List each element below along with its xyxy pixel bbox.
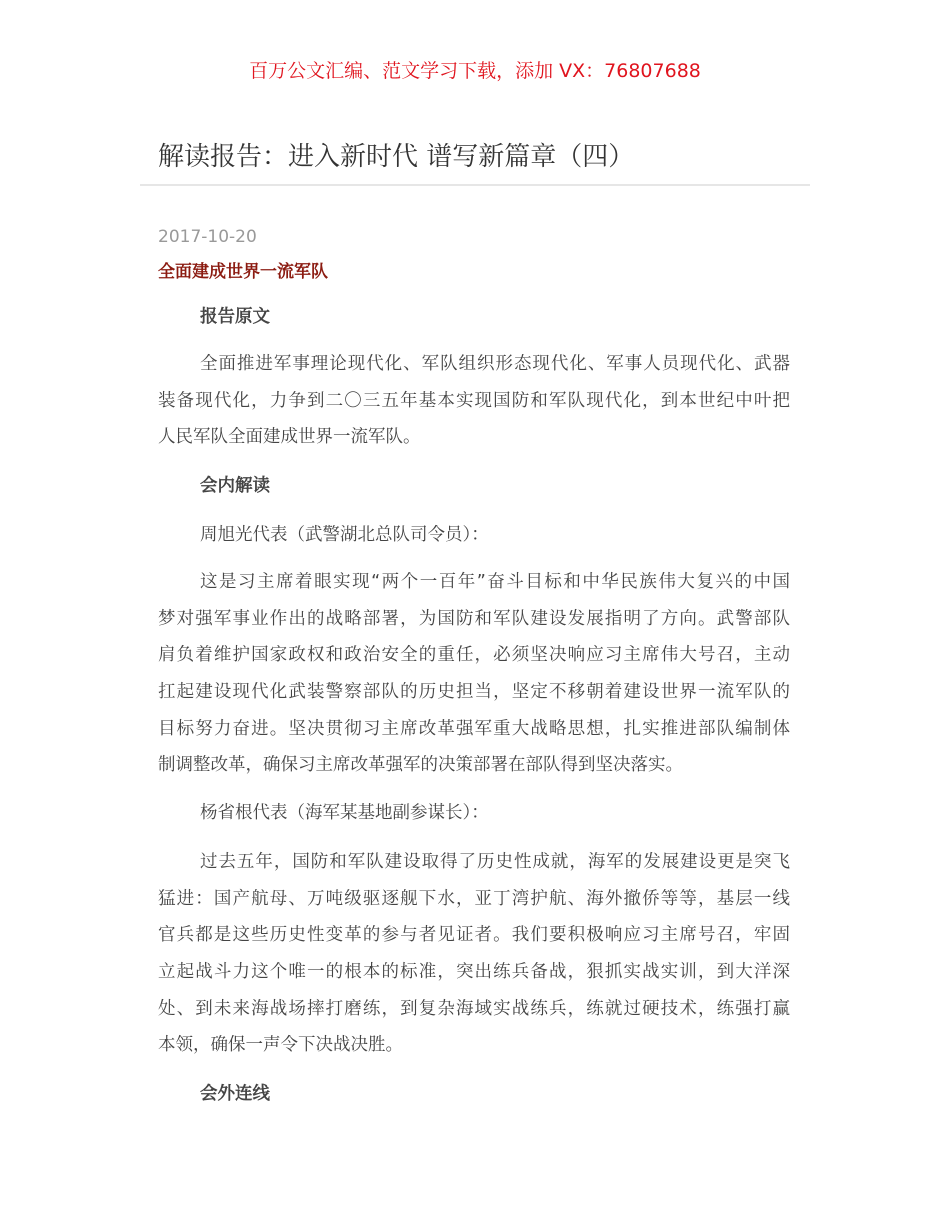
paragraph-line: 制调整改革，确保习主席改革强军的决策部署在部队得到坚决落实。 xyxy=(158,755,683,776)
section-heading-interpretation xyxy=(158,468,790,505)
paragraph-original xyxy=(158,346,790,456)
paragraph-line: 肩负着维护国家政权和政治安全的重任，必须坚决响应习主席伟大号召，主动 xyxy=(158,645,790,666)
speaker-1 xyxy=(158,517,790,554)
watermark-banner: 百万公文汇编、范文学习下载，添加 VX：76807688 xyxy=(249,60,701,82)
article-subtitle: 全面建成世界一流军队 xyxy=(158,262,328,282)
section-heading-outside xyxy=(158,1076,790,1113)
page-title: 解读报告：进入新时代 谱写新篇章（四） xyxy=(158,142,635,172)
heading-text: 会外连线 xyxy=(200,1084,270,1104)
publish-date: 2017-10-20 xyxy=(158,227,257,247)
speaker-text: 杨省根代表（海军某基地副参谋长）： xyxy=(200,803,489,823)
heading-text: 会内解读 xyxy=(200,476,270,496)
paragraph-line: 本领，确保一声令下决战决胜。 xyxy=(158,1035,403,1056)
paragraph-line: 人民军队全面建成世界一流军队。 xyxy=(158,427,421,448)
speaker-text: 周旭光代表（武警湖北总队司令员）： xyxy=(200,525,489,545)
paragraph-speaker-2 xyxy=(158,844,790,1064)
paragraph-line: 装备现代化，力争到二〇三五年基本实现国防和军队现代化，到本世纪中叶把 xyxy=(158,390,790,411)
title-divider xyxy=(140,184,810,186)
paragraph-speaker-1 xyxy=(158,564,790,784)
paragraph-line: 过去五年，国防和军队建设取得了历史性成就，海军的发展建设更是突飞 xyxy=(200,852,790,872)
paragraph-line: 目标努力奋进。坚决贯彻习主席改革强军重大战略思想，扎实推进部队编制体 xyxy=(158,718,790,739)
paragraph-line: 扛起建设现代化武装警察部队的历史担当，坚定不移朝着建设世界一流军队的 xyxy=(158,682,790,703)
heading-text: 报告原文 xyxy=(200,307,270,327)
paragraph-line: 这是习主席着眼实现“两个一百年”奋斗目标和中华民族伟大复兴的中国 xyxy=(200,572,790,592)
paragraph-line: 猛进：国产航母、万吨级驱逐舰下水，亚丁湾护航、海外撤侨等等，基层一线 xyxy=(158,888,790,909)
paragraph-line: 梦对强军事业作出的战略部署，为国防和军队建设发展指明了方向。武警部队 xyxy=(158,608,790,629)
paragraph-line: 全面推进军事理论现代化、军队组织形态现代化、军事人员现代化、武器 xyxy=(200,354,790,374)
paragraph-line: 官兵都是这些历史性变革的参与者见证者。我们要积极响应习主席号召，牢固 xyxy=(158,925,790,946)
paragraph-line: 处、到未来海战场摔打磨练，到复杂海域实战练兵，练就过硬技术，练强打赢 xyxy=(158,998,790,1019)
section-heading-original xyxy=(158,299,790,336)
speaker-2 xyxy=(158,795,790,832)
paragraph-line: 立起战斗力这个唯一的根本的标准，突出练兵备战，狠抓实战实训，到大洋深 xyxy=(158,962,790,983)
